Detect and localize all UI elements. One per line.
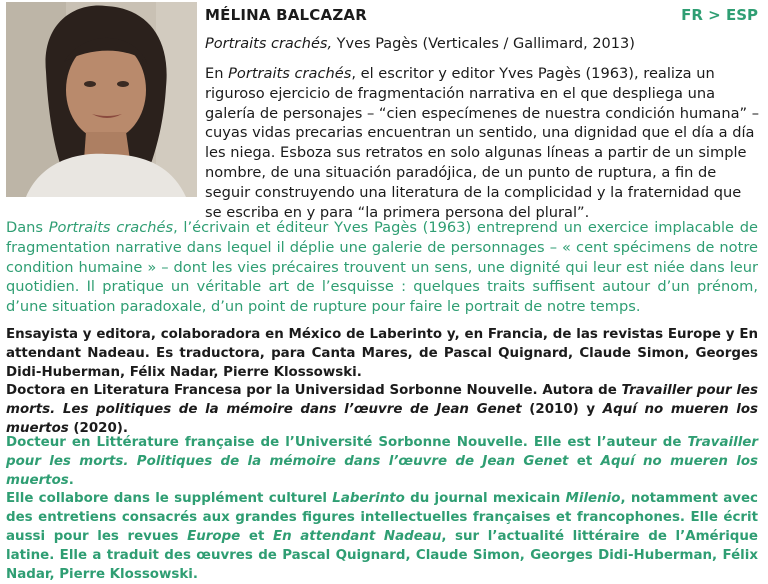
bio-spanish	[6, 326, 758, 439]
book-title: Portraits crachés,	[205, 36, 333, 52]
bio-fr-text4: Elle collabore dans le supplément culturel	[6, 491, 333, 507]
bio-fr-laberinto: Laberinto	[332, 491, 405, 507]
author-name: MÉLINA BALCAZAR	[205, 6, 367, 24]
bio-fr-work2: Aquí no mueren los muertos	[6, 453, 758, 488]
bio-fr-line1	[6, 434, 758, 490]
bio-fr-milenio: Milenio	[565, 491, 621, 507]
bio-fr-text6: , notamment avec des entretiens consacrés aux grandes figures intellectuelles françaises et francophones. Elle écrit aussi pour les revues	[6, 491, 758, 544]
intro-es-title: Portraits crachés	[228, 65, 352, 82]
language-pair: FR > ESP	[681, 6, 758, 24]
bio-fr-text8: , sur l’actualité littéraire de l’Amérique latine. Elle a traduit des œuvres de Pascal Quignard, Claude Simon, Georges Didi-Huberman, Félix Nadar, Pierre Klossowski.	[6, 528, 758, 582]
intro-fr-text: Dans	[6, 219, 49, 236]
intro-french	[6, 218, 758, 317]
bio-fr-line2	[6, 490, 758, 584]
bio-es-line1: Ensayista y editora, colaboradora en México de Laberinto y, en Francia, de las revistas Europe y En attendant Nadeau. Es traductora, para Canta Mares, de Pascal Quignard, Claude Simon, Georges Didi-Huberman, Félix Nadar, Pierre Klossowski.	[6, 327, 758, 380]
bio-fr-text5: du journal mexicain	[404, 491, 566, 507]
bio-es-line2	[6, 382, 758, 438]
bio-french	[6, 434, 758, 584]
bio-es-text2: (2010) y	[521, 402, 603, 418]
bio-fr-text2: et	[568, 453, 601, 469]
bio-fr-text7: et	[240, 528, 273, 544]
portrait-image	[6, 2, 197, 197]
intro-spanish	[205, 64, 760, 222]
bio-es-work2: Aquí no mueren los muertos	[6, 402, 758, 436]
bio-fr-nadeau: En attendant Nadeau	[272, 528, 442, 544]
bio-fr-work1: Travailler pour les morts. Politiques de la mémoire dans l’œuvre de Jean Genet	[6, 435, 758, 469]
author-photo	[6, 2, 197, 197]
intro-es-text: En	[205, 65, 229, 82]
intro-es-text-rest: , el escritor y editor Yves Pagès (1963), realiza un riguroso ejercicio de fragmentación narrativa en el que despliega una galería de personajes – “cien especímenes de nuestra condición humana” – cuyas vidas precarias encuentran un sentido, una dignidad que el día a día les niega. Esboza sus retratos en solo algunas líneas a partir de un simple nombre, de una situación paradójica, de un punto de ruptura, a fin de seguir construyendo una literatura de la complicidad y la fraternidad que se escriba en y para “la primera persona del plural”.	[205, 65, 760, 221]
book-publisher: Yves Pagès (Verticales / Gallimard, 2013)	[332, 36, 635, 52]
bio-fr-europe: Europe	[187, 528, 241, 544]
bio-es-text3: (2020).	[68, 420, 129, 436]
bio-es-work1: Travailler pour les morts. Les politiques de la mémoire dans l’œuvre de Jean Genet	[6, 383, 758, 418]
intro-fr-title: Portraits crachés	[48, 219, 174, 236]
intro-fr-text-rest: , l’écrivain et éditeur Yves Pagès (1963) entreprend un exercice implacable de fragmentation narrative dans lequel il déplie une galerie de personnages – « cent spécimens de notre condition humaine » – dont les vies précaires trouvent un sens, une dignité qui leur est niée dans leur quotidien. Il pratique un véritable art de l’esquisse : quelques traits suffisent autour d’un prénom, d’une situation paradoxale, d’un point de rupture pour faire le portrait de notre temps.	[6, 219, 758, 316]
bio-fr-text3: .	[68, 472, 74, 488]
bio-es-text: Doctora en Literatura Francesa por la Universidad Sorbonne Nouvelle. Autora de	[6, 383, 622, 399]
book-reference	[205, 36, 635, 52]
bio-fr-text: Docteur en Littérature française de l’Université Sorbonne Nouvelle. Elle est l’auteur de	[6, 435, 688, 450]
